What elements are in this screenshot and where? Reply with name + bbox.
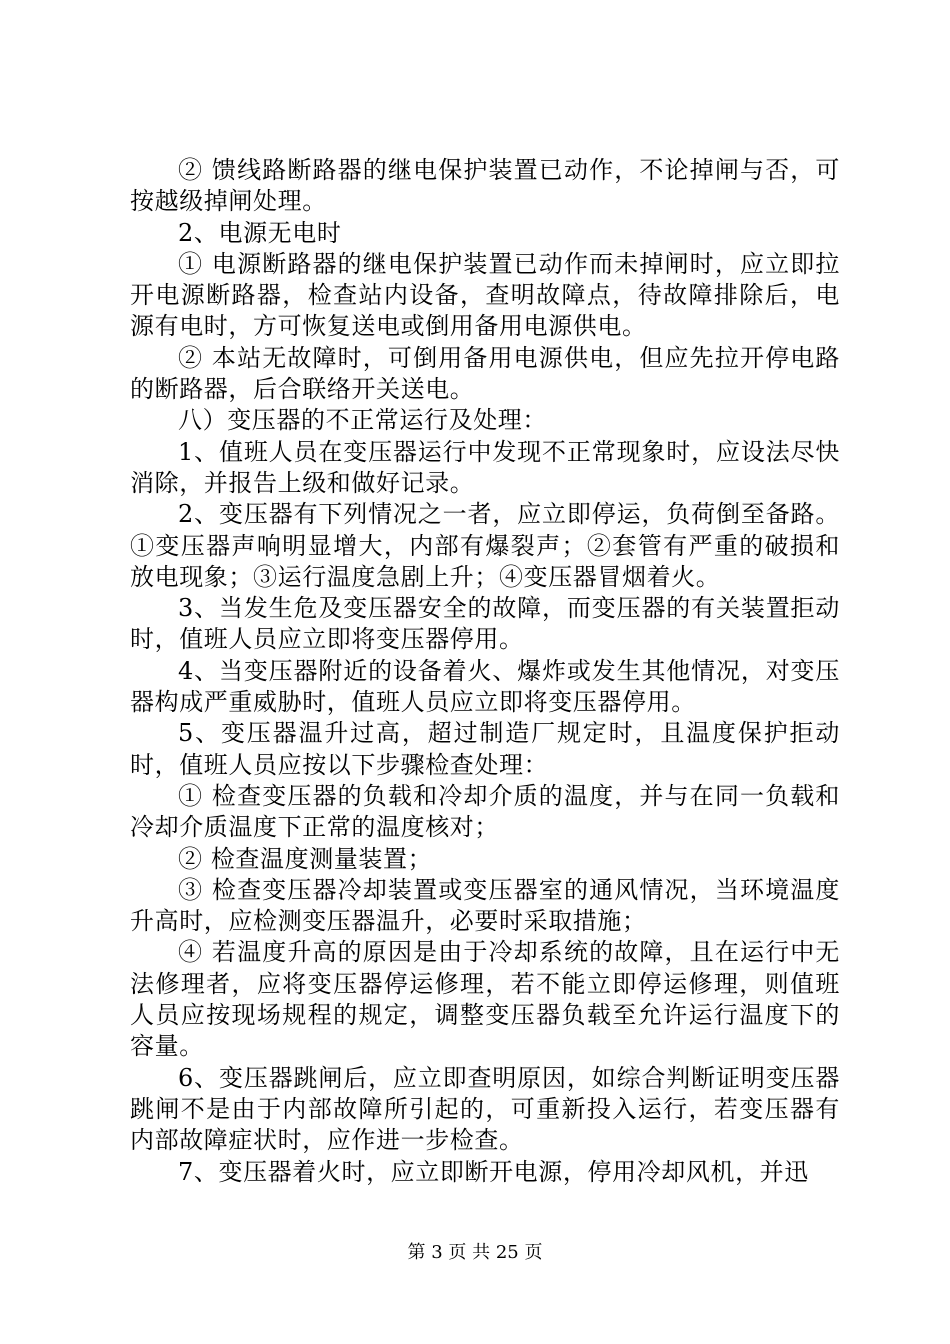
paragraph: 1、值班人员在变压器运行中发现不正常现象时，应设法尽快消除，并报告上级和做好记录。 [130, 437, 840, 497]
paragraph: ① 检查变压器的负载和冷却介质的温度，并与在同一负载和冷却介质温度下正常的温度核对； [130, 781, 840, 842]
paragraph: ④ 若温度升高的原因是由于冷却系统的故障，且在运行中无法修理者，应将变压器停运修理，若不能立即停运修理，则值班人员应按现场规程的规定，调整变压器负载至允许运行温度下的容量。 [130, 938, 840, 1061]
paragraph: ② 本站无故障时，可倒用备用电源供电，但应先拉开停电路的断路器，后合联络开关送电。 [130, 343, 840, 404]
paragraph: 3、当发生危及变压器安全的故障，而变压器的有关装置拒动时，值班人员应立即将变压器停用。 [130, 594, 840, 654]
paragraph: 2、变压器有下列情况之一者，应立即停运，负荷倒至备路。①变压器声响明显增大，内部有爆裂声；②套管有严重的破损和放电现象；③运行温度急剧上升；④变压器冒烟着火。 [130, 500, 840, 591]
paragraph: ① 电源断路器的继电保护装置已动作而未掉闸时，应立即拉开电源断路器，检查站内设备，查明故障点，待故障排除后，电源有电时，方可恢复送电或倒用备用电源供电。 [130, 249, 840, 341]
paragraph: 5、变压器温升过高，超过制造厂规定时，且温度保护拒动时，值班人员应按以下步骤检查处理： [130, 719, 840, 779]
paragraph: 6、变压器跳闸后，应立即查明原因，如综合判断证明变压器跳闸不是由于内部故障所引起的，可重新投入运行，若变压器有内部故障症状时，应作进一步检查。 [130, 1063, 840, 1155]
paragraph: 7、变压器着火时，应立即断开电源，停用冷却风机，并迅 [178, 1157, 809, 1186]
section-heading: 八）变压器的不正常运行及处理： [178, 406, 547, 435]
document-body [130, 155, 840, 1188]
page-number-footer: 第 3 页 共 25 页 [407, 1242, 543, 1263]
paragraph: ② 检查温度测量装置； [178, 844, 433, 873]
paragraph: ② 馈线路断路器的继电保护装置已动作，不论掉闸与否，可按越级掉闸处理。 [130, 156, 840, 216]
paragraph: 2、电源无电时 [178, 218, 342, 247]
paragraph: 4、当变压器附近的设备着火、爆炸或发生其他情况，对变压器构成严重威胁时，值班人员应立即将变压器停用。 [130, 656, 840, 717]
paragraph: ③ 检查变压器冷却装置或变压器室的通风情况，当环境温度升高时，应检测变压器温升，必要时采取措施； [130, 875, 840, 936]
